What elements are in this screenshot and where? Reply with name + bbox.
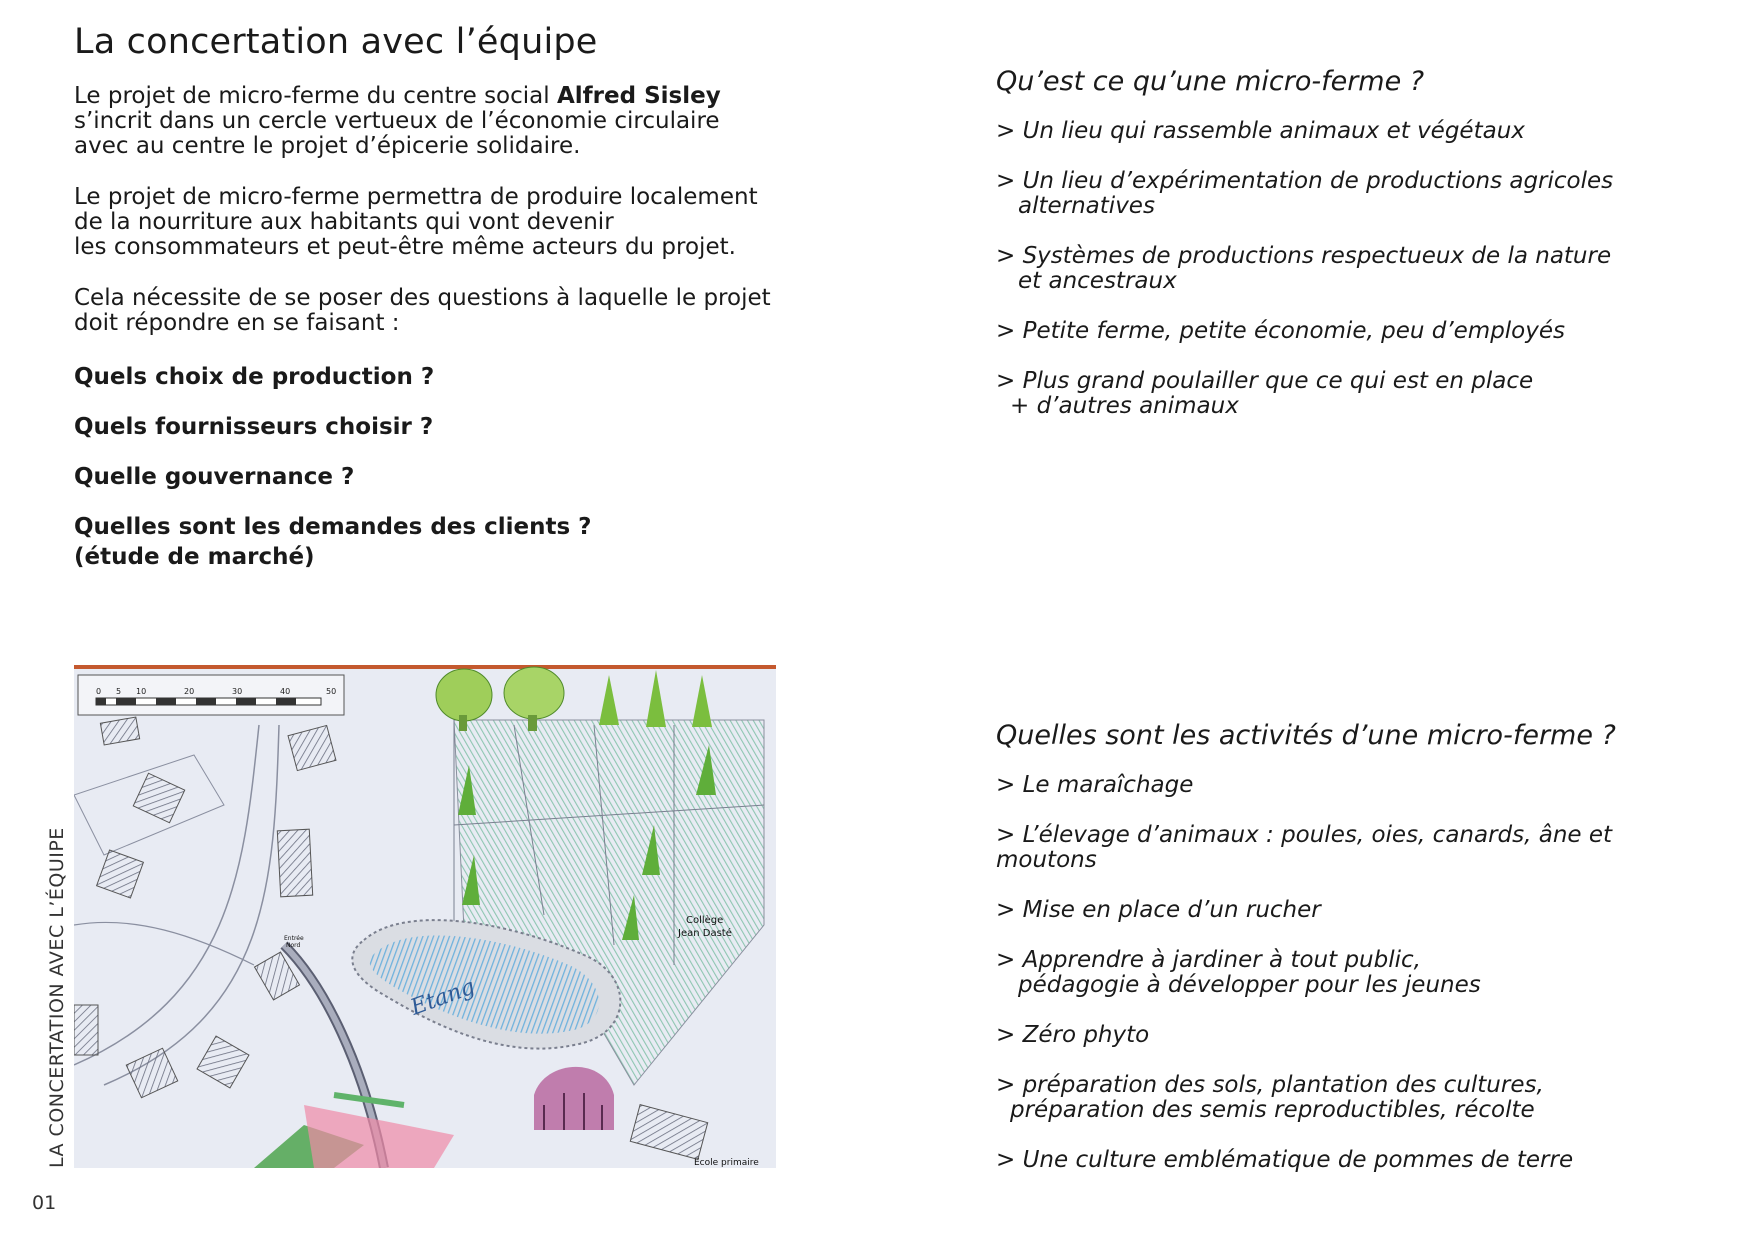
list-item-continuation: + d’autres animaux bbox=[1010, 393, 1239, 419]
intro-p1-text: Le projet de micro-ferme du centre social bbox=[74, 83, 557, 109]
intro-paragraph-1 bbox=[74, 84, 774, 159]
pond-label: Etang bbox=[407, 974, 479, 1021]
list-item bbox=[996, 1073, 1716, 1123]
scale-tick: 5 bbox=[116, 687, 122, 696]
scale-tick: 10 bbox=[136, 687, 147, 696]
entree-label: Entrée bbox=[284, 935, 304, 942]
centre-name: Alfred Sisley bbox=[556, 83, 721, 109]
page-number: 01 bbox=[32, 1192, 57, 1214]
list-item-line: > préparation des sols, plantation des cultures, bbox=[996, 1072, 1544, 1098]
scale-tick: 30 bbox=[232, 687, 243, 696]
page-title: La concertation avec l’équipe bbox=[74, 22, 598, 62]
question-text: Quelles sont les demandes des clients ? bbox=[74, 514, 592, 540]
list-item-line: > Systèmes de productions respectueux de la nature bbox=[996, 243, 1612, 269]
question-note: (étude de marché) bbox=[74, 544, 315, 570]
list-item bbox=[996, 773, 1716, 798]
list-item-line: > Plus grand poulailler que ce qui est en place bbox=[996, 368, 1534, 394]
scale-tick: 20 bbox=[184, 687, 195, 696]
list-item-continuation: et ancestraux bbox=[1018, 268, 1177, 294]
scale-tick: 50 bbox=[326, 687, 337, 696]
intro-p2-line2: de la nourriture aux habitants qui vont devenir bbox=[74, 209, 614, 235]
scale-tick: 40 bbox=[280, 687, 291, 696]
question-item bbox=[74, 512, 774, 572]
micro-ferme-heading: Qu’est ce qu’une micro-ferme ? bbox=[996, 66, 1425, 97]
list-item bbox=[996, 369, 1716, 419]
entree-label-2: Nord bbox=[286, 942, 301, 949]
list-item bbox=[996, 898, 1716, 923]
intro-p1-line2: s’incrit dans un cercle vertueux de l’économie circulaire bbox=[74, 108, 720, 134]
activites-heading: Quelles sont les activités d’une micro-ferme ? bbox=[996, 720, 1616, 751]
list-item-line: > Mise en place d’un rucher bbox=[996, 897, 1321, 923]
list-item-line: > Le maraîchage bbox=[996, 772, 1194, 798]
list-item bbox=[996, 948, 1716, 998]
ecole-label: École primaire bbox=[694, 1158, 759, 1168]
list-item bbox=[996, 1023, 1716, 1048]
side-section-label: LA CONCERTATION AVEC L’ÉQUIPE bbox=[46, 827, 68, 1168]
list-item bbox=[996, 823, 1716, 873]
college-name-label: Jean Dasté bbox=[678, 928, 732, 939]
question-item: Quelle gouvernance ? bbox=[74, 464, 355, 490]
question-item: Quels fournisseurs choisir ? bbox=[74, 414, 434, 440]
list-item bbox=[996, 1148, 1716, 1173]
list-item-continuation: préparation des semis reproductibles, récolte bbox=[1010, 1097, 1535, 1123]
list-item-line: > Une culture emblématique de pommes de terre bbox=[996, 1147, 1574, 1173]
intro-p2-line1: Le projet de micro-ferme permettra de produire localement bbox=[74, 184, 758, 210]
list-item-line: > Un lieu qui rassemble animaux et végétaux bbox=[996, 118, 1525, 144]
list-item bbox=[996, 119, 1716, 144]
intro-p2-line3: les consommateurs et peut-être même acteurs du projet. bbox=[74, 234, 736, 260]
list-item bbox=[996, 169, 1716, 219]
micro-ferme-section bbox=[996, 66, 1716, 444]
questions-list bbox=[74, 362, 774, 592]
question-item: Quels choix de production ? bbox=[74, 364, 435, 390]
site-plan-drawing bbox=[74, 665, 776, 1168]
college-label: Collège bbox=[686, 915, 724, 926]
list-item-line: > Zéro phyto bbox=[996, 1022, 1150, 1048]
list-item-line: > Un lieu d’expérimentation de productions agricoles bbox=[996, 168, 1614, 194]
site-plan-svg bbox=[74, 665, 776, 1168]
intro-p1-line3: avec au centre le projet d’épicerie solidaire. bbox=[74, 133, 581, 159]
list-item bbox=[996, 244, 1716, 294]
scale-tick: 0 bbox=[96, 687, 102, 696]
list-item-continuation: alternatives bbox=[1018, 193, 1155, 219]
activites-section bbox=[996, 720, 1716, 1198]
list-item bbox=[996, 319, 1716, 344]
list-item-continuation: pédagogie à développer pour les jeunes bbox=[1018, 972, 1481, 998]
list-item-line: > L’élevage d’animaux : poules, oies, canards, âne et moutons bbox=[996, 822, 1613, 873]
intro-p3-line1: Cela nécessite de se poser des questions à laquelle le projet bbox=[74, 285, 771, 311]
list-item-line: > Petite ferme, petite économie, peu d’employés bbox=[996, 318, 1566, 344]
intro-paragraph-3 bbox=[74, 286, 774, 336]
intro-p3-line2: doit répondre en se faisant : bbox=[74, 310, 400, 336]
intro-text bbox=[74, 84, 774, 362]
list-item-line: > Apprendre à jardiner à tout public, bbox=[996, 947, 1421, 973]
intro-paragraph-2 bbox=[74, 185, 774, 260]
